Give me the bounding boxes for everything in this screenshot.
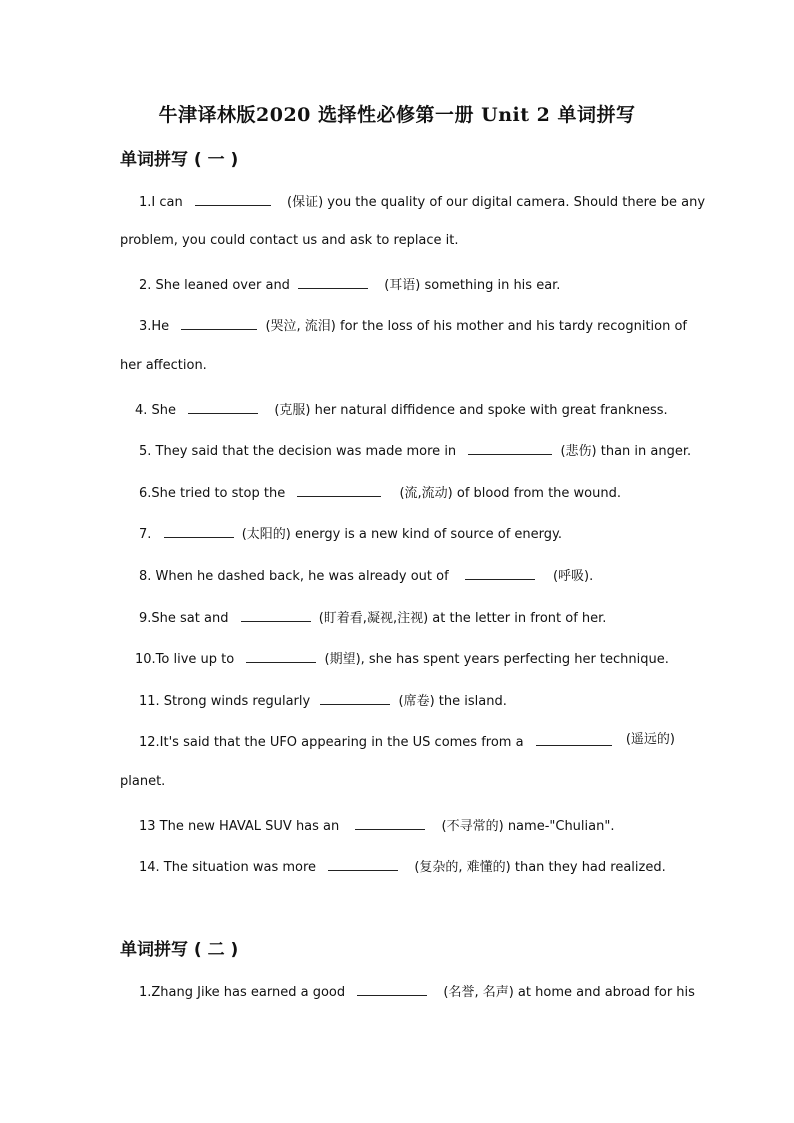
question-text: (流,流动) of blood from the wound. [399,486,621,501]
question-14 [120,856,675,877]
question-text: 6.She tried to stop the [139,486,286,501]
question-text: (盯着看,凝视,注视) at the letter in front of her. [318,611,607,626]
question-6 [120,482,675,503]
question-8 [120,565,675,586]
answer-blank [355,815,425,830]
question-11 [120,690,675,711]
question-12 [120,731,675,752]
question-1-cont: problem, you could contact us and ask to replace it. [120,233,459,248]
question-9 [120,607,675,628]
question-13 [120,815,675,836]
question-3 [120,315,688,336]
question-text: (克服) her natural diffidence and spoke with great frankness. [274,403,668,418]
question-text: (保证) you the quality of our digital camera. Should there be any [287,195,706,210]
question-text: 1.Zhang Jike has earned a good [139,985,346,1000]
question-10 [120,648,675,669]
section-heading-2: 单词拼写 ( 二 ) [120,940,239,960]
question-7 [120,523,675,544]
question-text: (席卷) the island. [398,694,507,709]
question-text: (太阳的) energy is a new kind of source of energy. [241,527,562,542]
section-heading-1: 单词拼写 ( 一 ) [120,150,239,170]
question-text: (哭泣, 流泪) for the loss of his mother and his tardy recognition of [265,319,688,334]
answer-blank [320,690,390,705]
answer-blank [164,523,234,538]
answer-blank [246,648,316,663]
question-text: 2. She leaned over and [139,278,290,293]
answer-blank [298,274,368,289]
question-text: 13 The new HAVAL SUV has an [139,819,340,834]
question-12-cont: planet. [120,774,166,789]
answer-blank [241,607,311,622]
question-text: 3.He [139,319,170,334]
question-text: 8. When he dashed back, he was already out of [139,569,449,584]
answer-blank [468,440,552,455]
question-text: (悲伤) than in anger. [560,444,692,459]
question-3-cont: her affection. [120,358,207,373]
question-text: 5. They said that the decision was made more in [139,444,457,459]
question-text: 11. Strong winds regularly [139,694,311,709]
question-text: 4. She [135,403,177,418]
answer-blank [357,981,427,996]
question-12-left [120,731,616,752]
question-text: 7. [139,527,152,542]
question-text: (遥远的) [625,732,675,747]
question-text: (期望), she has spent years perfecting her technique. [324,652,669,667]
question-text: (不寻常的) name-"Chulian". [441,819,615,834]
answer-blank [536,731,612,746]
question-text: 12.It's said that the UFO appearing in the US comes from a [139,735,524,750]
question-4 [120,399,675,420]
question-text: (呼吸). [552,569,594,584]
question-2 [120,274,675,295]
answer-blank [188,399,258,414]
question-text: (名誉, 名声) at home and abroad for his [443,985,695,1000]
question-text: (耳语) something in his ear. [384,278,561,293]
page-title: 牛津译林版2020 选择性必修第一册 Unit 2 单词拼写 [158,104,636,126]
question-text: 9.She sat and [139,611,229,626]
question-1 [120,191,706,212]
answer-blank [465,565,535,580]
question-5 [120,440,692,461]
question-text: (复杂的, 难懂的) than they had realized. [414,860,666,875]
answer-blank [297,482,381,497]
section2-question-1 [120,981,695,1002]
question-text: 1.I can [139,195,183,210]
answer-blank [328,856,398,871]
answer-blank [181,315,257,330]
answer-blank [195,191,271,206]
question-text: 14. The situation was more [139,860,317,875]
question-text: 10.To live up to [135,652,235,667]
